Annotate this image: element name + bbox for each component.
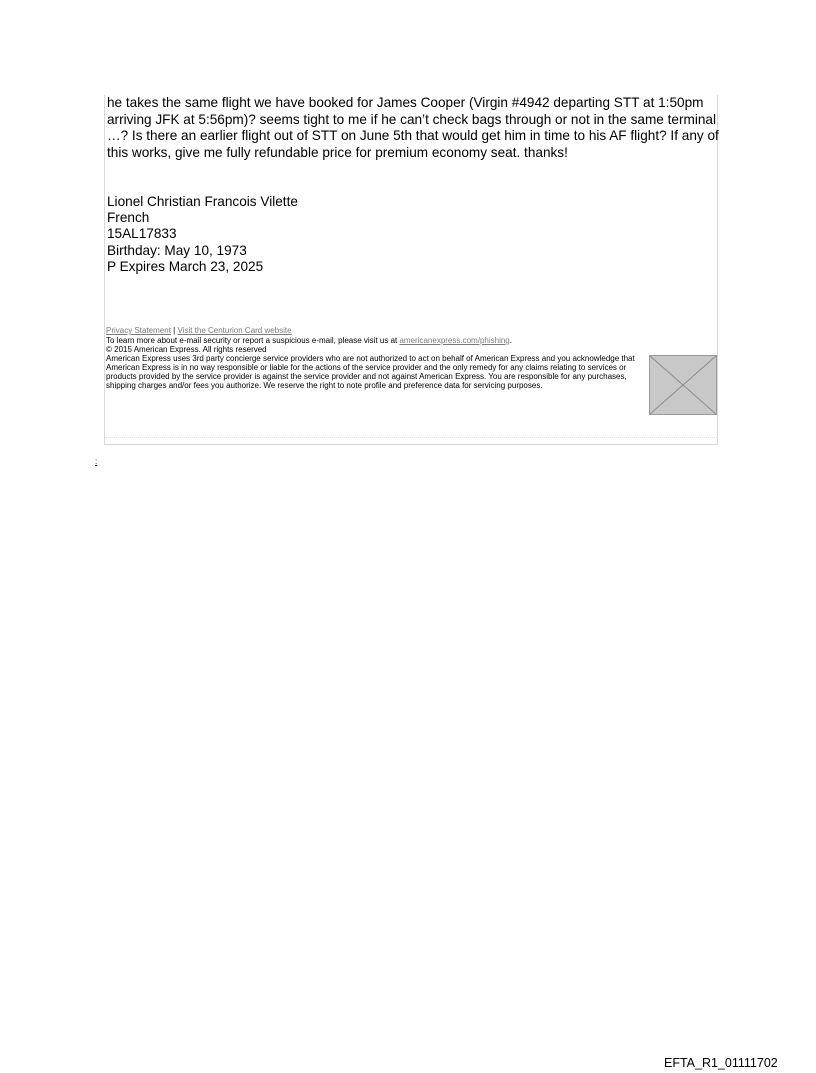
security-notice: To learn more about e-mail security or report a suspicious e-mail, please visit us at americanexpress.com/phishing. (106, 336, 512, 345)
bates-number: EFTA_R1_01111702 (664, 1056, 778, 1070)
link-separator: | (173, 326, 176, 335)
signature-nationality: French (107, 210, 150, 226)
disclaimer-text: American Express uses 3rd party concierge service providers who are not authorized to act on behalf of American Express and you acknowledge that American Express is in no way responsible or liable for the actions of the service provider and the only remedy for any claims relating to services or products provided by the service provider is against the service provider and not against American Express. You are responsible for any purchases, shipping charges and/or fees you authorize. We reserve the right to note profile and preference data for servicing purposes. (106, 354, 635, 391)
email-body-text: he takes the same flight we have booked for James Cooper (Virgin #4942 departing STT at 1:50pm arriving JFK at 5:56pm)? seems tight to me if he can’t check bags through or not in the same terminal …? Is there an earlier flight out of STT on June 5th that would get him in time to his AF flight? If any of this works, give me fully refundable price for premium economy seat. thanks! (107, 95, 719, 160)
copyright-notice: © 2015 American Express. All rights reserved (106, 345, 267, 355)
stray-mark: : (95, 457, 98, 466)
signature-passport-number: 15AL17833 (107, 226, 177, 242)
footer-text (106, 336, 651, 391)
signature-block (107, 194, 298, 275)
privacy-statement-link[interactable]: Privacy Statement (106, 326, 171, 335)
signature-passport-expiry: P Expires March 23, 2025 (107, 258, 264, 274)
phishing-link[interactable]: americanexpress.com/phishing (399, 336, 510, 345)
signature-name: Lionel Christian Francois Vilette (107, 194, 298, 209)
footer-links (106, 326, 292, 336)
signature-birthday: Birthday: May 10, 1973 (107, 242, 247, 258)
broken-image-icon (649, 355, 717, 415)
footer-divider (105, 437, 717, 438)
centurion-card-link[interactable]: Visit the Centurion Card website (177, 326, 292, 335)
